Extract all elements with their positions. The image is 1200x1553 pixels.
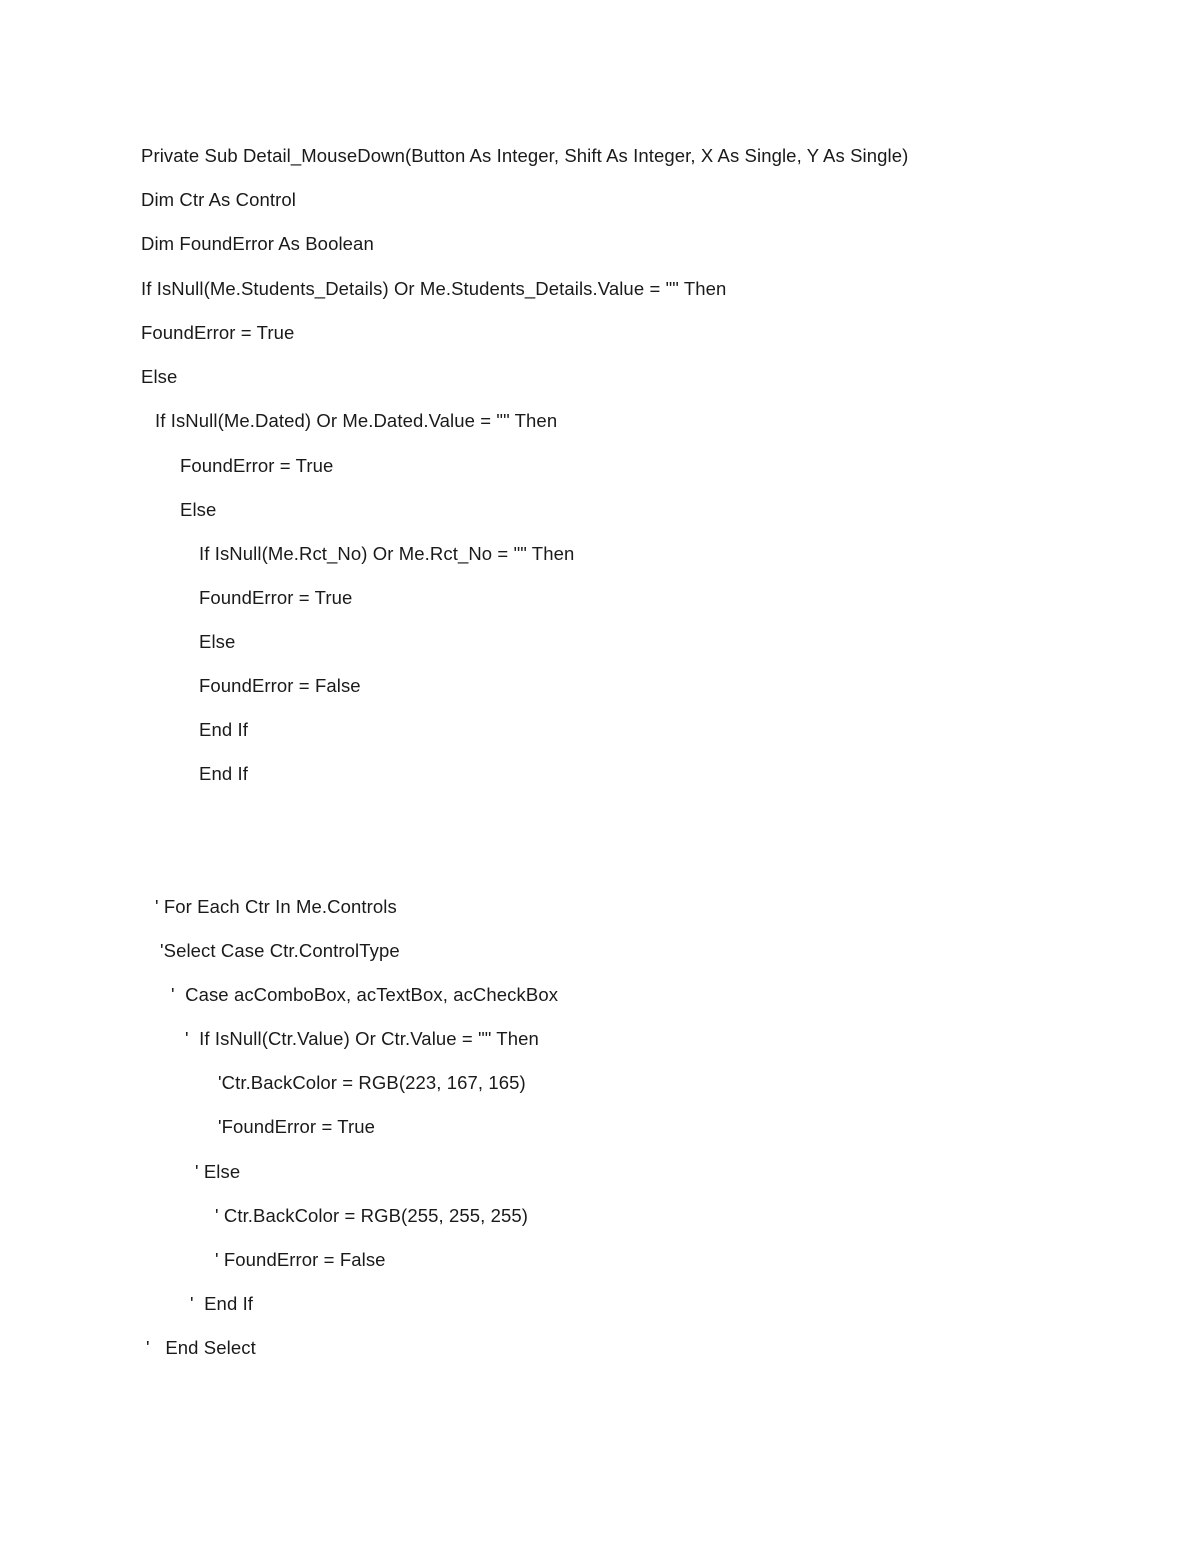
code-line: End If [199, 763, 248, 784]
comment-line: ' Else [195, 1161, 241, 1182]
code-line: Else [199, 631, 236, 652]
code-line: Private Sub Detail_MouseDown(Button As Integer, Shift As Integer, X As Single, Y As Single) [141, 145, 909, 166]
code-line: Else [180, 499, 217, 520]
code-line: If IsNull(Me.Students_Details) Or Me.Students_Details.Value = "" Then [141, 278, 727, 299]
comment-line: 'Select Case Ctr.ControlType [160, 940, 400, 961]
comment-line: 'Ctr.BackColor = RGB(223, 167, 165) [218, 1072, 526, 1093]
code-line: Dim FoundError As Boolean [141, 233, 374, 254]
code-line: Else [141, 366, 178, 387]
comment-line: ' End Select [146, 1337, 256, 1358]
code-line: End If [199, 719, 248, 740]
comment-line: ' Ctr.BackColor = RGB(255, 255, 255) [215, 1205, 529, 1226]
comment-line: ' For Each Ctr In Me.Controls [155, 896, 397, 917]
code-line: FoundError = False [199, 675, 361, 696]
comment-line: ' Case acComboBox, acTextBox, acCheckBox [171, 984, 559, 1005]
code-line: FoundError = True [180, 455, 334, 476]
comment-line: 'FoundError = True [218, 1116, 375, 1137]
comment-line: ' End If [190, 1293, 254, 1314]
code-line: FoundError = True [141, 322, 295, 343]
code-line: If IsNull(Me.Dated) Or Me.Dated.Value = "" Then [155, 410, 558, 431]
code-line: Dim Ctr As Control [141, 189, 296, 210]
comment-line: ' If IsNull(Ctr.Value) Or Ctr.Value = "" Then [185, 1028, 539, 1049]
comment-line: ' FoundError = False [215, 1249, 386, 1270]
code-line: FoundError = True [199, 587, 353, 608]
code-line: If IsNull(Me.Rct_No) Or Me.Rct_No = "" Then [199, 543, 575, 564]
